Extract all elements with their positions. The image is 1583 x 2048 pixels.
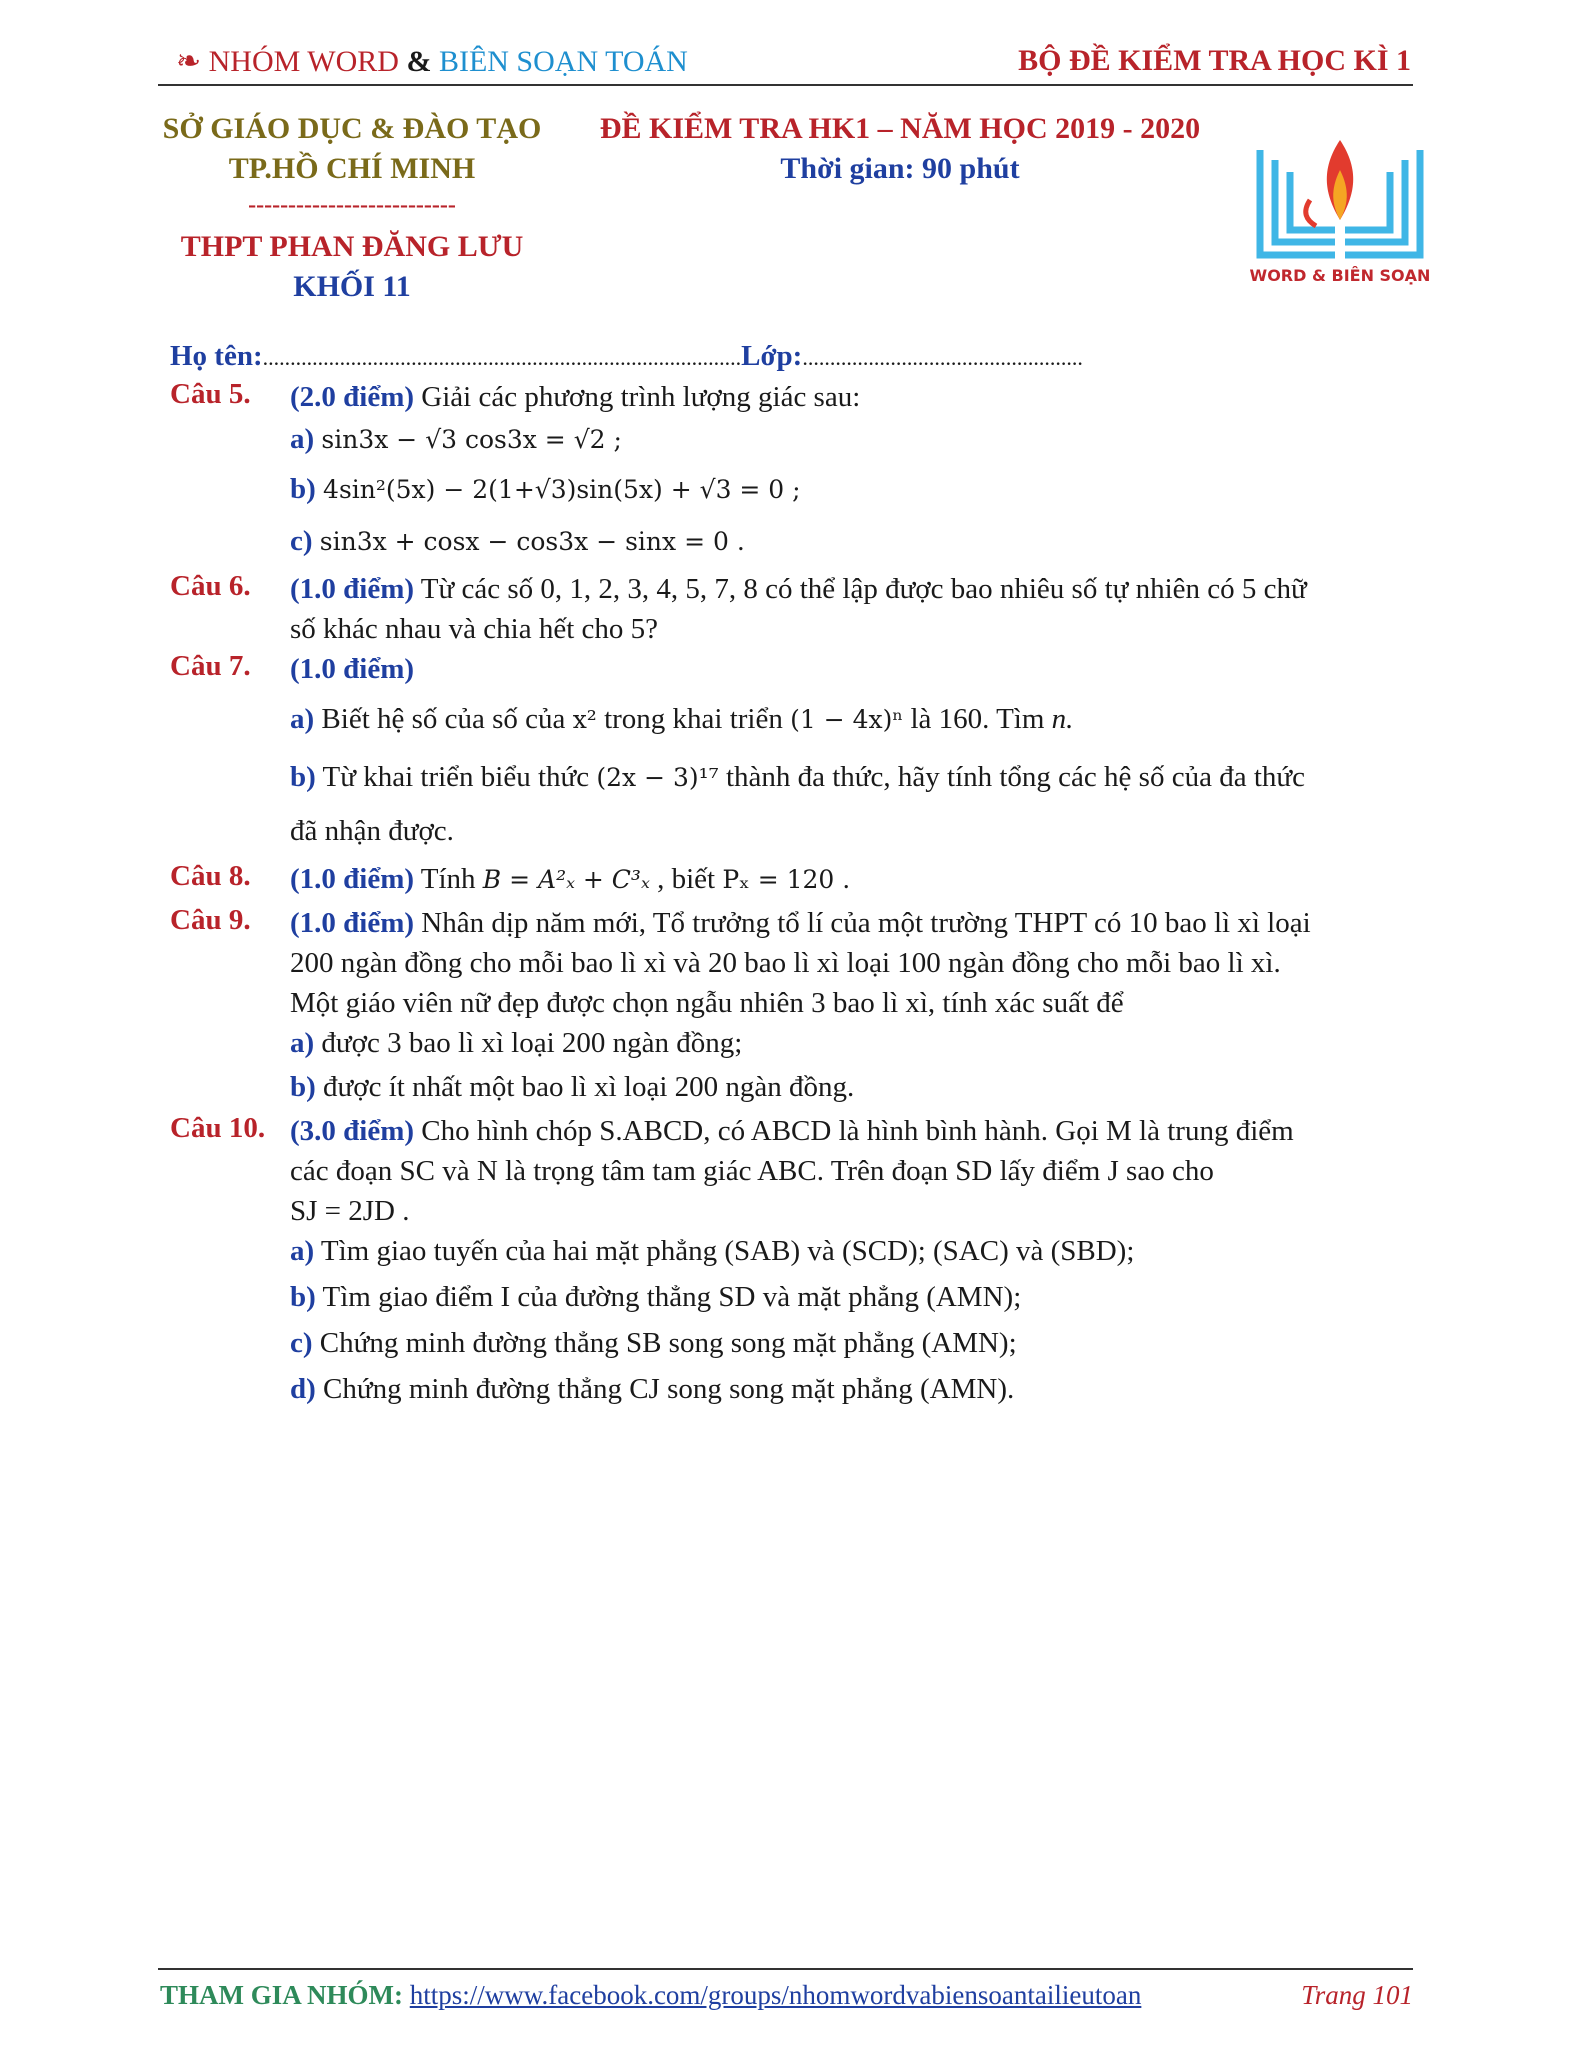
q9-a <box>290 1024 742 1062</box>
q10-c <box>290 1324 1017 1362</box>
name-dots: ....................................................................................... <box>262 345 742 370</box>
q10-text2: các đoạn SC và N là trọng tâm tam giác ABC. Trên đoạn SD lấy điểm J sao cho <box>290 1155 1214 1187</box>
q5-c-math: sin3x + cosx − cos3x − sinx = 0 . <box>319 527 745 556</box>
q7-a-text2: trong khai triển <box>604 703 783 735</box>
q7-b-text1: Từ khai triển biểu thức <box>322 761 590 793</box>
q7-a-text1: Biết hệ số của số của <box>321 703 566 735</box>
name-row <box>170 340 1083 373</box>
exam-time: Thời gian: 90 phút <box>780 152 1020 185</box>
header-left-b: BIÊN SOẠN TOÁN <box>438 45 688 78</box>
q6-points: (1.0 điểm) <box>290 573 415 605</box>
q5-b-label: b) <box>290 473 316 505</box>
footer-join <box>160 1980 1141 2011</box>
footer-group-link[interactable]: https://www.facebook.com/groups/nhomwordvabiensoantailieutoan <box>409 1980 1142 2010</box>
q5-c <box>290 522 745 561</box>
q7-points-line <box>290 650 414 688</box>
q9-text1: Nhân dịp năm mới, Tổ trưởng tổ lí của một trường THPT có 10 bao lì xì loại <box>421 907 1311 939</box>
q5-label: Câu 5. <box>170 378 251 410</box>
q8-points: (1.0 điểm) <box>290 863 415 895</box>
q5-a <box>290 420 622 459</box>
q9-b-text: được ít nhất một bao lì xì loại 200 ngàn đồng. <box>323 1071 855 1103</box>
q9-points: (1.0 điểm) <box>290 907 415 939</box>
q10-text3: SJ = 2JD . <box>290 1195 410 1227</box>
q10-d-label: d) <box>290 1373 316 1405</box>
q5-a-math: sin3x − √3 cos3x = √2 ; <box>321 425 622 454</box>
q9-a-label: a) <box>290 1027 315 1059</box>
q7-a-var: n. <box>1051 703 1074 735</box>
q8-text1: Tính <box>420 863 476 895</box>
q7-b <box>290 758 1305 797</box>
header-group-name <box>176 44 688 79</box>
logo-text: WORD & BIÊN SOẠN <box>1249 266 1431 285</box>
school-name: THPT PHAN ĐĂNG LƯU <box>180 230 524 263</box>
q5-a-label: a) <box>290 423 315 455</box>
q9-b <box>290 1068 854 1106</box>
class-label: Lớp: <box>741 340 803 372</box>
exam-title: ĐỀ KIỂM TRA HK1 – NĂM HỌC 2019 - 2020 <box>599 112 1201 145</box>
q7-a-math1: x² <box>572 705 597 734</box>
q6-text1: Từ các số 0, 1, 2, 3, 4, 5, 7, 8 có thể lập được bao nhiêu số tự nhiên có 5 chữ <box>420 573 1307 605</box>
q7-b-line2: đã nhận được. <box>290 815 454 847</box>
q9-text2: 200 ngàn đồng cho mỗi bao lì xì và 20 bao lì xì loại 100 ngàn đồng cho mỗi bao lì xì. <box>290 947 1281 979</box>
q7-a-text3: là 160. Tìm <box>910 703 1045 735</box>
q8-math1: B = A²ₓ + C³ₓ <box>482 865 650 894</box>
q7-b-label: b) <box>290 761 316 793</box>
page-number: Trang 101 <box>1301 1980 1413 2010</box>
q6-text2: số khác nhau và chia hết cho 5? <box>290 613 658 645</box>
q10-c-label: c) <box>290 1327 313 1359</box>
q5-b-math: 4sin²(5x) − 2(1+√3)sin(5x) + √3 = 0 ; <box>323 475 801 504</box>
q10-d <box>290 1370 1014 1408</box>
q8-text2: , biết <box>657 863 716 895</box>
q10-text1: Cho hình chóp S.ABCD, có ABCD là hình bình hành. Gọi M là trung điểm <box>421 1115 1294 1147</box>
class-dots: ................................................... <box>802 345 1083 370</box>
book-flame-logo <box>1240 120 1440 300</box>
q7-a <box>290 700 1073 739</box>
q10-a-text: Tìm giao tuyến của hai mặt phẳng (SAB) và (SCD); (SAC) và (SBD); <box>320 1235 1135 1267</box>
q10-b <box>290 1278 1021 1316</box>
q6-line1 <box>290 570 1307 608</box>
footer-divider <box>158 1968 1413 1970</box>
q5-line <box>290 378 860 416</box>
school-dashes: -------------------------- <box>248 192 456 218</box>
q10-line1 <box>290 1112 1294 1150</box>
q6-label: Câu 6. <box>170 570 251 602</box>
q5-c-label: c) <box>290 525 313 557</box>
q9-b-label: b) <box>290 1071 316 1103</box>
q5-b <box>290 470 801 509</box>
q10-points: (3.0 điểm) <box>290 1115 415 1147</box>
q8-math2: Pₓ = 120 . <box>722 865 851 894</box>
header-divider <box>158 84 1413 86</box>
q10-a-label: a) <box>290 1235 315 1267</box>
header-left-a: NHÓM WORD <box>208 45 399 78</box>
q10-c-text: Chứng minh đường thẳng SB song song mặt phẳng (AMN); <box>319 1327 1017 1359</box>
q8-line <box>290 860 850 899</box>
pin-icon: ❧ <box>176 45 202 78</box>
header-right-title: BỘ ĐỀ KIỂM TRA HỌC KÌ 1 <box>1018 44 1411 77</box>
q10-b-label: b) <box>290 1281 316 1313</box>
school-department: SỞ GIÁO DỤC & ĐÀO TẠO <box>162 112 542 145</box>
q7-a-math2: (1 − 4x)ⁿ <box>790 705 904 734</box>
footer-label: THAM GIA NHÓM: <box>160 1980 403 2010</box>
q5-text: Giải các phương trình lượng giác sau: <box>421 381 861 413</box>
q10-b-text: Tìm giao điểm I của đường thẳng SD và mặt phẳng (AMN); <box>322 1281 1022 1313</box>
q9-text3: Một giáo viên nữ đẹp được chọn ngẫu nhiên 3 bao lì xì, tính xác suất để <box>290 987 1124 1019</box>
header-amp: & <box>406 45 432 78</box>
q7-label: Câu 7. <box>170 650 251 682</box>
q7-a-label: a) <box>290 703 315 735</box>
q5-points: (2.0 điểm) <box>290 381 415 413</box>
q7-b-text2: thành đa thức, hãy tính tổng các hệ số của đa thức <box>725 761 1305 793</box>
q7-b-math: (2x − 3)¹⁷ <box>596 763 719 792</box>
q10-d-text: Chứng minh đường thẳng CJ song song mặt phẳng (AMN). <box>323 1373 1015 1405</box>
school-city: TP.HỒ CHÍ MINH <box>228 152 476 185</box>
q9-label: Câu 9. <box>170 904 251 936</box>
q10-label: Câu 10. <box>170 1112 266 1144</box>
q10-a <box>290 1232 1134 1270</box>
school-grade: KHỐI 11 <box>293 270 411 303</box>
q9-line1 <box>290 904 1311 942</box>
name-label: Họ tên: <box>170 340 263 372</box>
q8-label: Câu 8. <box>170 860 251 892</box>
q9-a-text: được 3 bao lì xì loại 200 ngàn đồng; <box>321 1027 743 1059</box>
q7-points: (1.0 điểm) <box>290 653 415 685</box>
